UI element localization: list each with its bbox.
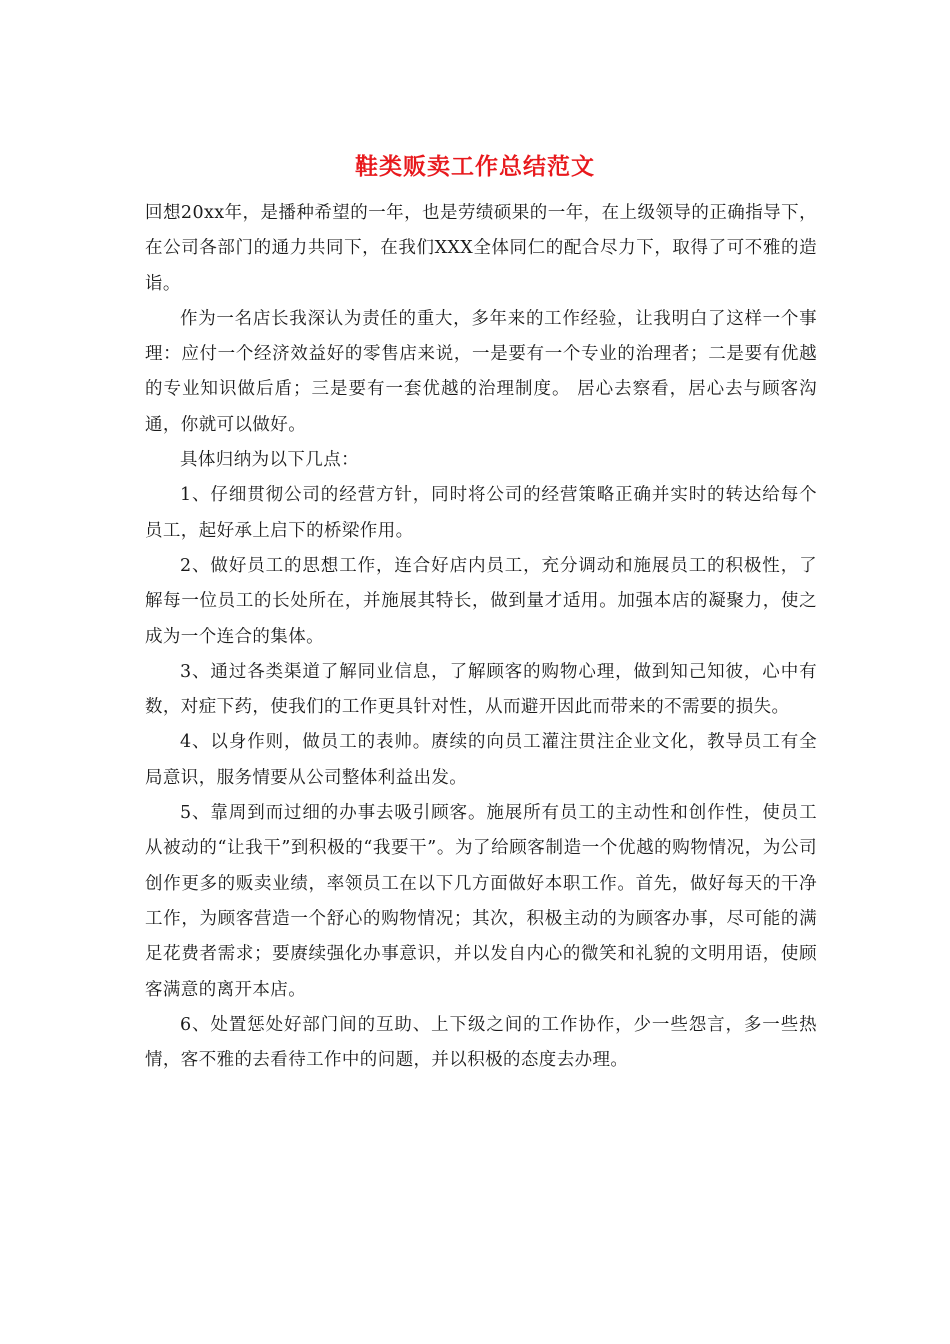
paragraph-point-6: 6、处置惩处好部门间的互助、上下级之间的工作协作，少一些怨言，多一些热情，客不雅的去看待工作中的问题，并以积极的态度去办理。 [145, 1014, 817, 1071]
document-body [145, 196, 817, 1078]
paragraph-point-3: 3、通过各类渠道了解同业信息，了解顾客的购物心理，做到知己知彼，心中有数，对症下药，使我们的工作更具针对性，从而避开因此而带来的不需要的损失。 [145, 661, 817, 718]
paragraph-point-4: 4、以身作则，做员工的表帅。赓续的向员工灌注贯注企业文化，教导员工有全局意识，服务情要从公司整体利益出发。 [145, 732, 817, 788]
paragraph-summary-lead: 具体归纳为以下几点： [180, 450, 359, 471]
document-title: 鞋类贩卖工作总结范文 [355, 153, 595, 180]
paragraph-point-5: 5、靠周到而过细的办事去吸引顾客。施展所有员工的主动性和创作性，使员工从被动的“让我干”到积极的“我要干”。为了给顾客制造一个优越的购物情况，为公司创作更多的贩卖业绩，率领员工在以下几方面做好本职工作。首先，做好每天的干净工作，为顾客营造一个舒心的购物情况；其次，积极主动的为顾客办事，尽可能的满足花费者需求；要赓续强化办事意识，并以发自内心的微笑和礼貌的文明用语，使顾客满意的离开本店。 [145, 803, 817, 1000]
paragraph-point-2: 2、做好员工的思想工作，连合好店内员工，充分调动和施展员工的积极性，了解每一位员工的长处所在，并施展其特长，做到量才适用。加强本店的凝聚力，使之成为一个连合的集体。 [145, 555, 817, 647]
paragraph-intro: 回想20xx年，是播种希望的一年，也是劳绩硕果的一年，在上级领导的正确指导下，在公司各部门的通力共同下，在我们XXX全体同仁的配合尽力下，取得了可不雅的造诣。 [145, 203, 817, 294]
paragraph-point-1: 1、仔细贯彻公司的经营方针，同时将公司的经营策略正确并实时的转达给每个员工，起好承上启下的桥梁作用。 [145, 485, 817, 541]
paragraph-role: 作为一名店长我深认为责任的重大，多年来的工作经验，让我明白了这样一个事理：应付一个经济效益好的零售店来说，一是要有一个专业的治理者；二是要有优越的专业知识做后盾；三是要有一套优越的治理制度。 居心去察看，居心去与顾客沟通，你就可以做好。 [145, 308, 817, 435]
